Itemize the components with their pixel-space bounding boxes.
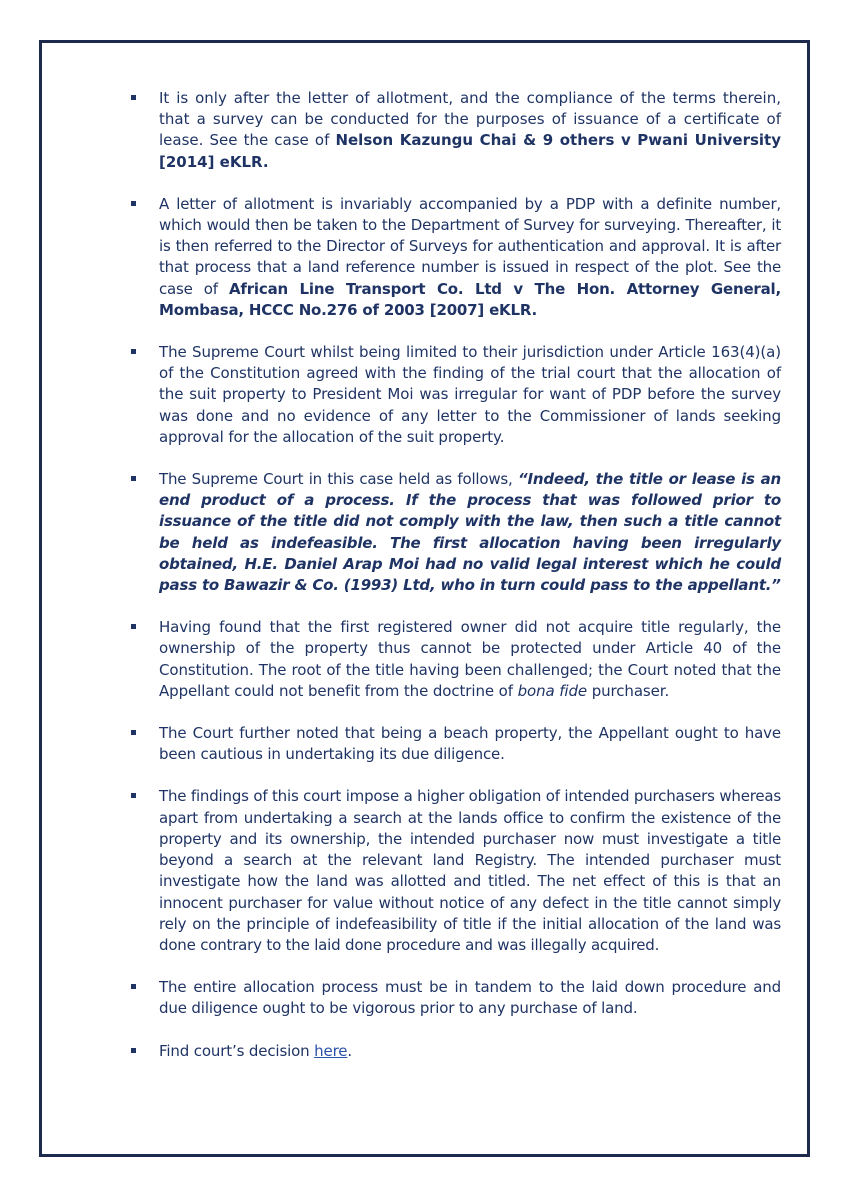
list-item [131, 723, 781, 765]
list-item [131, 88, 781, 173]
list-item [131, 194, 781, 321]
list-item [131, 469, 781, 596]
item-text: Having found that the first registered owner did not acquire title regularly, the ownership of the property thus cannot be protected under Article 40 of the Constitution. The root of the title having been challenged; the Court noted that the Appellant could not benefit from the doctrine of [159, 618, 781, 700]
item-text-after: . [347, 1041, 352, 1060]
item-text: A letter of allotment is invariably accompanied by a PDP with a definite number, which would then be taken to the Department of Survey for surveying. Thereafter, it is then referred to the Director of Surveys for authentication and approval. It is after that process that a land reference number is issued in respect of the plot. See the case of [159, 194, 781, 298]
court-quote: “Indeed, the title or lease is an end product of a process. If the process that was followed prior to issuance of the title did not comply with the law, then such a title cannot be held as indefeasible. The first allocation having been irregularly obtained, H.E. Daniel Arap Moi had no valid legal interest which he could pass to Bawazir & Co. (1993) Ltd, who in turn could pass to the appellant.” [159, 470, 781, 595]
list-item [131, 786, 781, 956]
item-text: The Supreme Court in this case held as follows, [159, 470, 518, 489]
bullet-icon [131, 730, 136, 735]
italic-term: bona fide [517, 681, 588, 700]
bullet-icon [131, 624, 136, 629]
item-text: The Court further noted that being a beach property, the Appellant ought to have been cautious in undertaking its due diligence. [159, 724, 781, 764]
list-item [131, 977, 781, 1019]
bullet-icon [131, 476, 136, 481]
bullet-list [131, 88, 781, 1083]
bullet-icon [131, 1048, 136, 1053]
bullet-icon [131, 201, 136, 206]
item-text: The entire allocation process must be in tandem to the laid down procedure and due diligence ought to be vigorous prior to any purchase of land. [159, 978, 781, 1018]
decision-link[interactable]: here [314, 1041, 348, 1060]
bullet-icon [131, 95, 136, 100]
case-citation: African Line Transport Co. Ltd v The Hon. Attorney General, Mombasa, HCCC No.276 of 2003 [2007] eKLR. [159, 279, 781, 319]
list-item [131, 617, 781, 702]
item-text: The findings of this court impose a higher obligation of intended purchasers whereas apart from undertaking a search at the lands office to confirm the existence of the property and its ownership, the intended purchaser now must investigate a title beyond a search at the relevant land Registry. The intended purchaser must investigate how the land was allotted and titled. The net effect of this is that an innocent purchaser for value without notice of any defect in the title cannot simply rely on the principle of indefeasibility of title if the initial allocation of the land was done contrary to the laid done procedure and was illegally acquired. [159, 787, 781, 954]
list-item [131, 342, 781, 448]
case-citation: Nelson Kazungu Chai & 9 others v Pwani University [2014] eKLR. [159, 131, 781, 171]
bullet-icon [131, 984, 136, 989]
item-text: It is only after the letter of allotment, and the compliance of the terms therein, that a survey can be conducted for the purposes of issuance of a certificate of lease. See the case of [159, 89, 781, 150]
bullet-icon [131, 349, 136, 354]
list-item [131, 1041, 781, 1062]
bullet-icon [131, 793, 136, 798]
item-text: The Supreme Court whilst being limited to their jurisdiction under Article 163(4)(a) of the Constitution agreed with the finding of the trial court that the allocation of the suit property to President Moi was irregular for want of PDP before the survey was done and no evidence of any letter to the Commissioner of lands seeking approval for the allocation of the suit property. [159, 343, 781, 446]
item-text: Find court’s decision [159, 1041, 315, 1060]
item-text-after: purchaser. [587, 681, 670, 700]
